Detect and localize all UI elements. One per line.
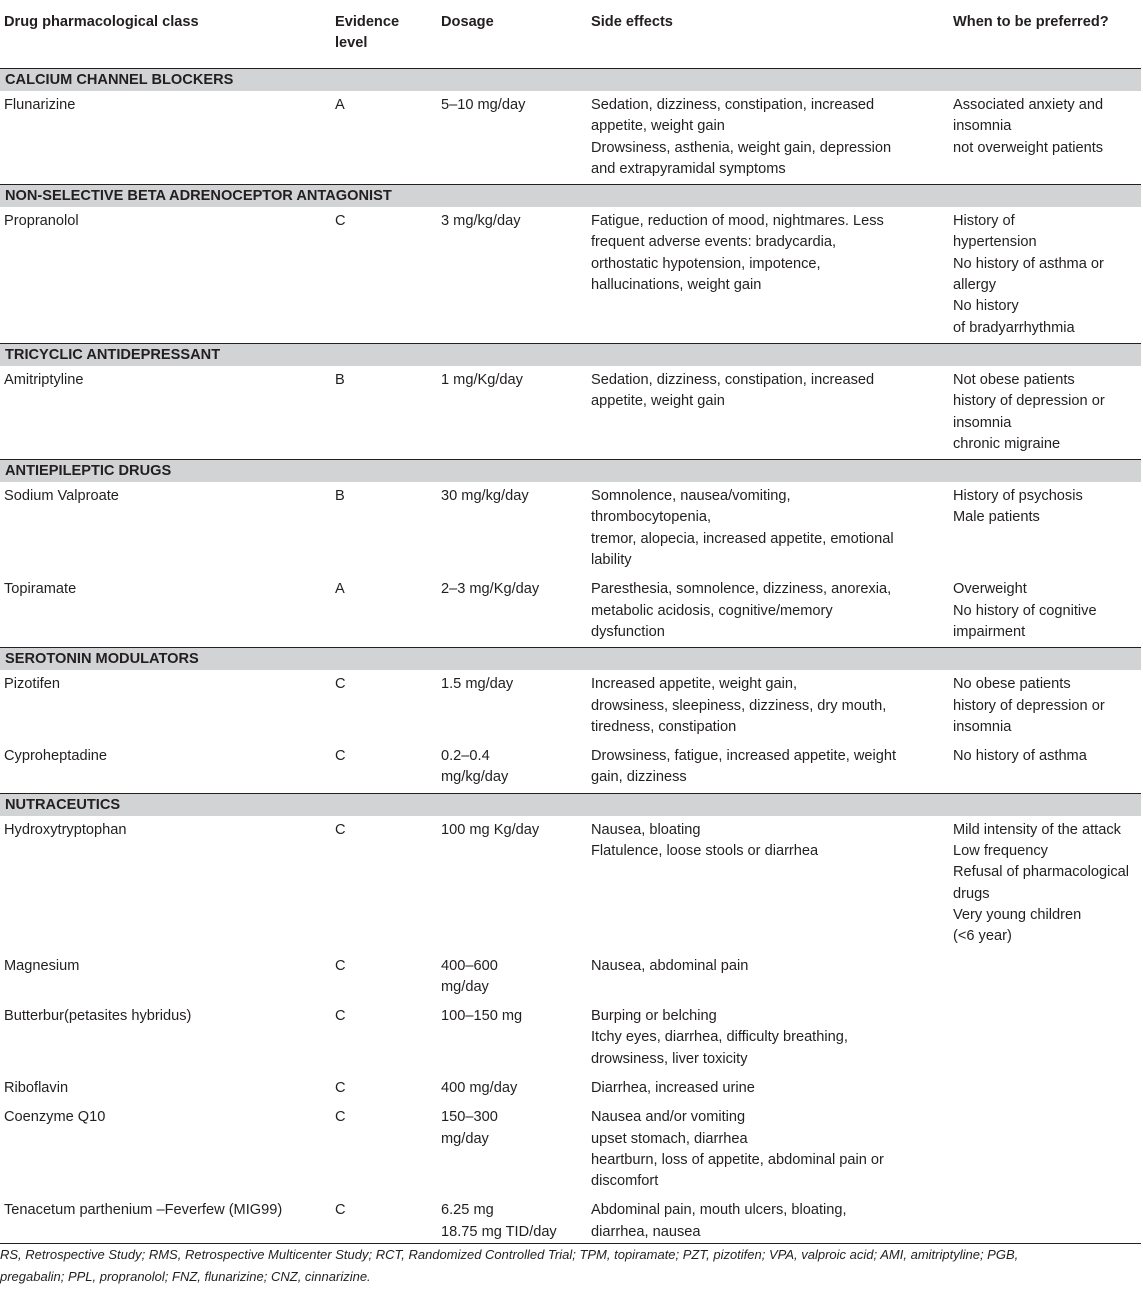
- drug-name: Cyproheptadine: [4, 748, 108, 765]
- drug-name: Pizotifen: [4, 676, 60, 693]
- preferred-line: No history: [953, 298, 1019, 315]
- table-row: [0, 366, 1141, 460]
- dosage-cell: [437, 670, 587, 742]
- preferred-line: insomnia: [953, 414, 1012, 431]
- table-row: [0, 1074, 1141, 1103]
- dosage-line: mg/kg/day: [441, 769, 509, 786]
- dosage-line: 0.2–0.4: [441, 748, 490, 765]
- evidence-level: C: [335, 1202, 346, 1219]
- side-effect-line: Increased appetite, weight gain,: [591, 676, 798, 693]
- table-row: [0, 816, 1141, 952]
- footnote-line: RS, Retrospective Study; RMS, Retrospective Multicenter Study; RCT, Randomized Controlled Trial; TPM, topiramate; PZT, pizotifen; VPA, valproic acid; AMI, amitriptyline; PGB,: [0, 1247, 1019, 1262]
- drug-name: Tenacetum parthenium –Feverfew (MIG99): [4, 1202, 283, 1219]
- preferred-line: Low frequency: [953, 843, 1048, 860]
- table-row: [0, 1002, 1141, 1074]
- dosage-cell: [437, 482, 587, 575]
- preferred-cell: [949, 1196, 1141, 1247]
- side-effect-line: tremor, alopecia, increased appetite, emotional: [591, 530, 894, 547]
- side-effect-line: Nausea, bloating: [591, 821, 701, 838]
- dosage-line: 1 mg/Kg/day: [441, 371, 523, 388]
- preferred-cell: [949, 575, 1141, 647]
- side-effects-cell: [587, 1196, 949, 1247]
- evidence-level: C: [335, 676, 346, 693]
- preferred-line: No history of cognitive: [953, 602, 1097, 619]
- side-effect-line: Burping or belching: [591, 1008, 717, 1025]
- section-row: [0, 343, 1141, 366]
- preferred-line: Mild intensity of the attack: [953, 821, 1121, 838]
- side-effect-line: dysfunction: [591, 623, 665, 640]
- preferred-line: history of depression or: [953, 697, 1105, 714]
- side-effects-cell: [587, 366, 949, 460]
- dosage-cell: [437, 91, 587, 185]
- table-row: [0, 575, 1141, 647]
- table-row: [0, 670, 1141, 742]
- dosage-line: 100 mg Kg/day: [441, 821, 540, 838]
- table-row: [0, 91, 1141, 185]
- evidence-level: C: [335, 957, 346, 974]
- preferred-cell: [949, 1103, 1141, 1196]
- preferred-line: drugs: [953, 885, 990, 902]
- preferred-cell: [949, 1074, 1141, 1103]
- preferred-line: Refusal of pharmacological: [953, 864, 1130, 881]
- evidence-level: B: [335, 488, 345, 505]
- preferred-cell: [949, 366, 1141, 460]
- side-effect-line: thrombocytopenia,: [591, 509, 712, 526]
- side-effects-cell: [587, 575, 949, 647]
- side-effects-cell: [587, 742, 949, 793]
- side-effect-line: heartburn, loss of appetite, abdominal pain or: [591, 1151, 884, 1168]
- preferred-line: Very young children: [953, 906, 1082, 923]
- evidence-level: C: [335, 1008, 346, 1025]
- preferred-cell: [949, 952, 1141, 1003]
- evidence-level: A: [335, 97, 345, 113]
- side-effects-cell: [587, 207, 949, 343]
- table-body: [0, 69, 1141, 1248]
- preferred-line: not overweight patients: [953, 139, 1104, 156]
- preferred-line: No history of asthma: [953, 748, 1087, 765]
- preferred-line: insomnia: [953, 118, 1012, 135]
- drug-name: Topiramate: [4, 581, 77, 598]
- dosage-line: 6.25 mg: [441, 1202, 494, 1219]
- side-effects-cell: [587, 670, 949, 742]
- preferred-line: Overweight: [953, 581, 1027, 598]
- drug-name: Coenzyme Q10: [4, 1109, 106, 1126]
- side-effect-line: appetite, weight gain: [591, 118, 725, 135]
- section-row: [0, 648, 1141, 671]
- side-effects-cell: [587, 1103, 949, 1196]
- header-evidence: [331, 0, 437, 69]
- footnote-line: pregabalin; PPL, propranolol; FNZ, flunarizine; CNZ, cinnarizine.: [0, 1269, 371, 1284]
- side-effect-line: Drowsiness, asthenia, weight gain, depression: [591, 139, 892, 156]
- preferred-cell: [949, 816, 1141, 952]
- preferred-line: (<6 year): [953, 928, 1012, 945]
- dosage-line: 5–10 mg/day: [441, 97, 526, 113]
- section-row: [0, 185, 1141, 208]
- evidence-level: C: [335, 213, 346, 230]
- preferred-line: Male patients: [953, 509, 1040, 526]
- preferred-line: Associated anxiety and: [953, 97, 1104, 113]
- dosage-line: mg/day: [441, 978, 489, 995]
- side-effect-line: Itchy eyes, diarrhea, difficulty breathing,: [591, 1029, 848, 1046]
- side-effect-line: discomfort: [591, 1173, 659, 1190]
- table-row: [0, 1196, 1141, 1247]
- side-effect-line: orthostatic hypotension, impotence,: [591, 255, 821, 272]
- dosage-cell: [437, 952, 587, 1003]
- preferred-cell: [949, 742, 1141, 793]
- dosage-cell: [437, 1196, 587, 1247]
- section-row: [0, 69, 1141, 92]
- dosage-line: 2–3 mg/Kg/day: [441, 581, 540, 598]
- header-side-effects: Side effects: [587, 0, 949, 69]
- preferred-cell: [949, 207, 1141, 343]
- dosage-cell: [437, 742, 587, 793]
- footnote: [0, 1243, 1141, 1288]
- section-row: [0, 460, 1141, 483]
- section-title: TRICYCLIC ANTIDEPRESSANT: [0, 343, 1141, 366]
- side-effect-line: Sedation, dizziness, constipation, increased: [591, 371, 875, 388]
- section-row: [0, 793, 1141, 816]
- side-effects-cell: [587, 1074, 949, 1103]
- side-effect-line: metabolic acidosis, cognitive/memory: [591, 602, 833, 619]
- dosage-line: 3 mg/kg/day: [441, 213, 521, 230]
- dosage-cell: [437, 1002, 587, 1074]
- dosage-line: 400–600: [441, 957, 498, 974]
- preferred-cell: [949, 670, 1141, 742]
- table-header: [0, 0, 1141, 69]
- side-effect-line: Paresthesia, somnolence, dizziness, anorexia,: [591, 581, 892, 598]
- section-title: SEROTONIN MODULATORS: [0, 648, 1141, 671]
- preferred-cell: [949, 91, 1141, 185]
- dosage-cell: [437, 207, 587, 343]
- side-effect-line: lability: [591, 552, 632, 569]
- side-effect-line: diarrhea, nausea: [591, 1223, 701, 1240]
- preferred-line: No obese patients: [953, 676, 1071, 693]
- section-title: NUTRACEUTICS: [0, 793, 1141, 816]
- drug-name: Sodium Valproate: [4, 488, 119, 505]
- dosage-line: mg/day: [441, 1130, 489, 1147]
- side-effect-line: Nausea and/or vomiting: [591, 1109, 746, 1126]
- evidence-level: B: [335, 371, 345, 388]
- preferred-line: Not obese patients: [953, 371, 1075, 388]
- side-effect-line: drowsiness, sleepiness, dizziness, dry mouth,: [591, 697, 887, 714]
- table-row: [0, 207, 1141, 343]
- preferred-line: allergy: [953, 277, 996, 294]
- side-effects-cell: [587, 952, 949, 1003]
- preferred-line: No history of asthma or: [953, 255, 1104, 272]
- table-row: [0, 952, 1141, 1003]
- evidence-level: A: [335, 581, 345, 598]
- section-title: ANTIEPILEPTIC DRUGS: [0, 460, 1141, 483]
- side-effect-line: upset stomach, diarrhea: [591, 1130, 748, 1147]
- header-evidence-line1: Evidence: [335, 14, 400, 30]
- drug-name: Magnesium: [4, 957, 80, 974]
- preferred-cell: [949, 482, 1141, 575]
- side-effect-line: appetite, weight gain: [591, 393, 725, 410]
- header-dosage: Dosage: [437, 0, 587, 69]
- side-effect-line: and extrapyramidal symptoms: [591, 160, 786, 177]
- preferred-line: history of depression or: [953, 393, 1105, 410]
- drug-name: Hydroxytryptophan: [4, 821, 127, 838]
- preferred-line: impairment: [953, 623, 1026, 640]
- dosage-cell: [437, 366, 587, 460]
- side-effect-line: hallucinations, weight gain: [591, 277, 762, 294]
- evidence-level: C: [335, 748, 346, 765]
- table-row: [0, 482, 1141, 575]
- dosage-line: 100–150 mg: [441, 1008, 523, 1025]
- header-preferred: When to be preferred?: [949, 0, 1141, 69]
- side-effects-cell: [587, 1002, 949, 1074]
- dosage-cell: [437, 1074, 587, 1103]
- preferred-line: History of psychosis: [953, 488, 1083, 505]
- evidence-level: C: [335, 1109, 346, 1126]
- side-effects-cell: [587, 482, 949, 575]
- side-effect-line: Flatulence, loose stools or diarrhea: [591, 843, 819, 860]
- side-effect-line: Fatigue, reduction of mood, nightmares. Less: [591, 213, 884, 230]
- preferred-line: insomnia: [953, 718, 1012, 735]
- dosage-line: 18.75 mg TID/day: [441, 1223, 557, 1240]
- side-effect-line: Somnolence, nausea/vomiting,: [591, 488, 791, 505]
- side-effect-line: Nausea, abdominal pain: [591, 957, 749, 974]
- section-title: NON-SELECTIVE BETA ADRENOCEPTOR ANTAGONIST: [0, 185, 1141, 208]
- dosage-line: 150–300: [441, 1109, 498, 1126]
- side-effect-line: Diarrhea, increased urine: [591, 1079, 755, 1096]
- side-effect-line: frequent adverse events: bradycardia,: [591, 234, 836, 251]
- dosage-line: 30 mg/kg/day: [441, 488, 529, 505]
- side-effects-cell: [587, 816, 949, 952]
- table-row: [0, 742, 1141, 793]
- side-effect-line: tiredness, constipation: [591, 718, 737, 735]
- dosage-line: 1.5 mg/day: [441, 676, 514, 693]
- preferred-line: hypertension: [953, 234, 1037, 251]
- header-class: Drug pharmacological class: [0, 0, 331, 69]
- dosage-cell: [437, 575, 587, 647]
- drug-name: Riboflavin: [4, 1079, 69, 1096]
- drug-name: Amitriptyline: [4, 371, 84, 388]
- side-effect-line: drowsiness, liver toxicity: [591, 1050, 748, 1067]
- side-effect-line: gain, dizziness: [591, 769, 687, 786]
- side-effect-line: Drowsiness, fatigue, increased appetite, weight: [591, 748, 897, 765]
- preferred-line: of bradyarrhythmia: [953, 319, 1075, 336]
- dosage-line: 400 mg/day: [441, 1079, 518, 1096]
- header-evidence-line2: level: [335, 35, 368, 51]
- dosage-cell: [437, 816, 587, 952]
- drug-name: Butterbur(petasites hybridus): [4, 1008, 192, 1025]
- evidence-level: C: [335, 821, 346, 838]
- table-row: [0, 1103, 1141, 1196]
- drug-name: Flunarizine: [4, 97, 76, 113]
- preferred-line: chronic migraine: [953, 435, 1061, 452]
- preferred-line: History of: [953, 213, 1015, 230]
- side-effect-line: Sedation, dizziness, constipation, increased: [591, 97, 875, 113]
- dosage-cell: [437, 1103, 587, 1196]
- evidence-level: C: [335, 1079, 346, 1096]
- side-effects-cell: [587, 91, 949, 185]
- preferred-cell: [949, 1002, 1141, 1074]
- section-title: CALCIUM CHANNEL BLOCKERS: [0, 69, 1141, 92]
- drug-name: Propranolol: [4, 213, 79, 230]
- side-effect-line: Abdominal pain, mouth ulcers, bloating,: [591, 1202, 847, 1219]
